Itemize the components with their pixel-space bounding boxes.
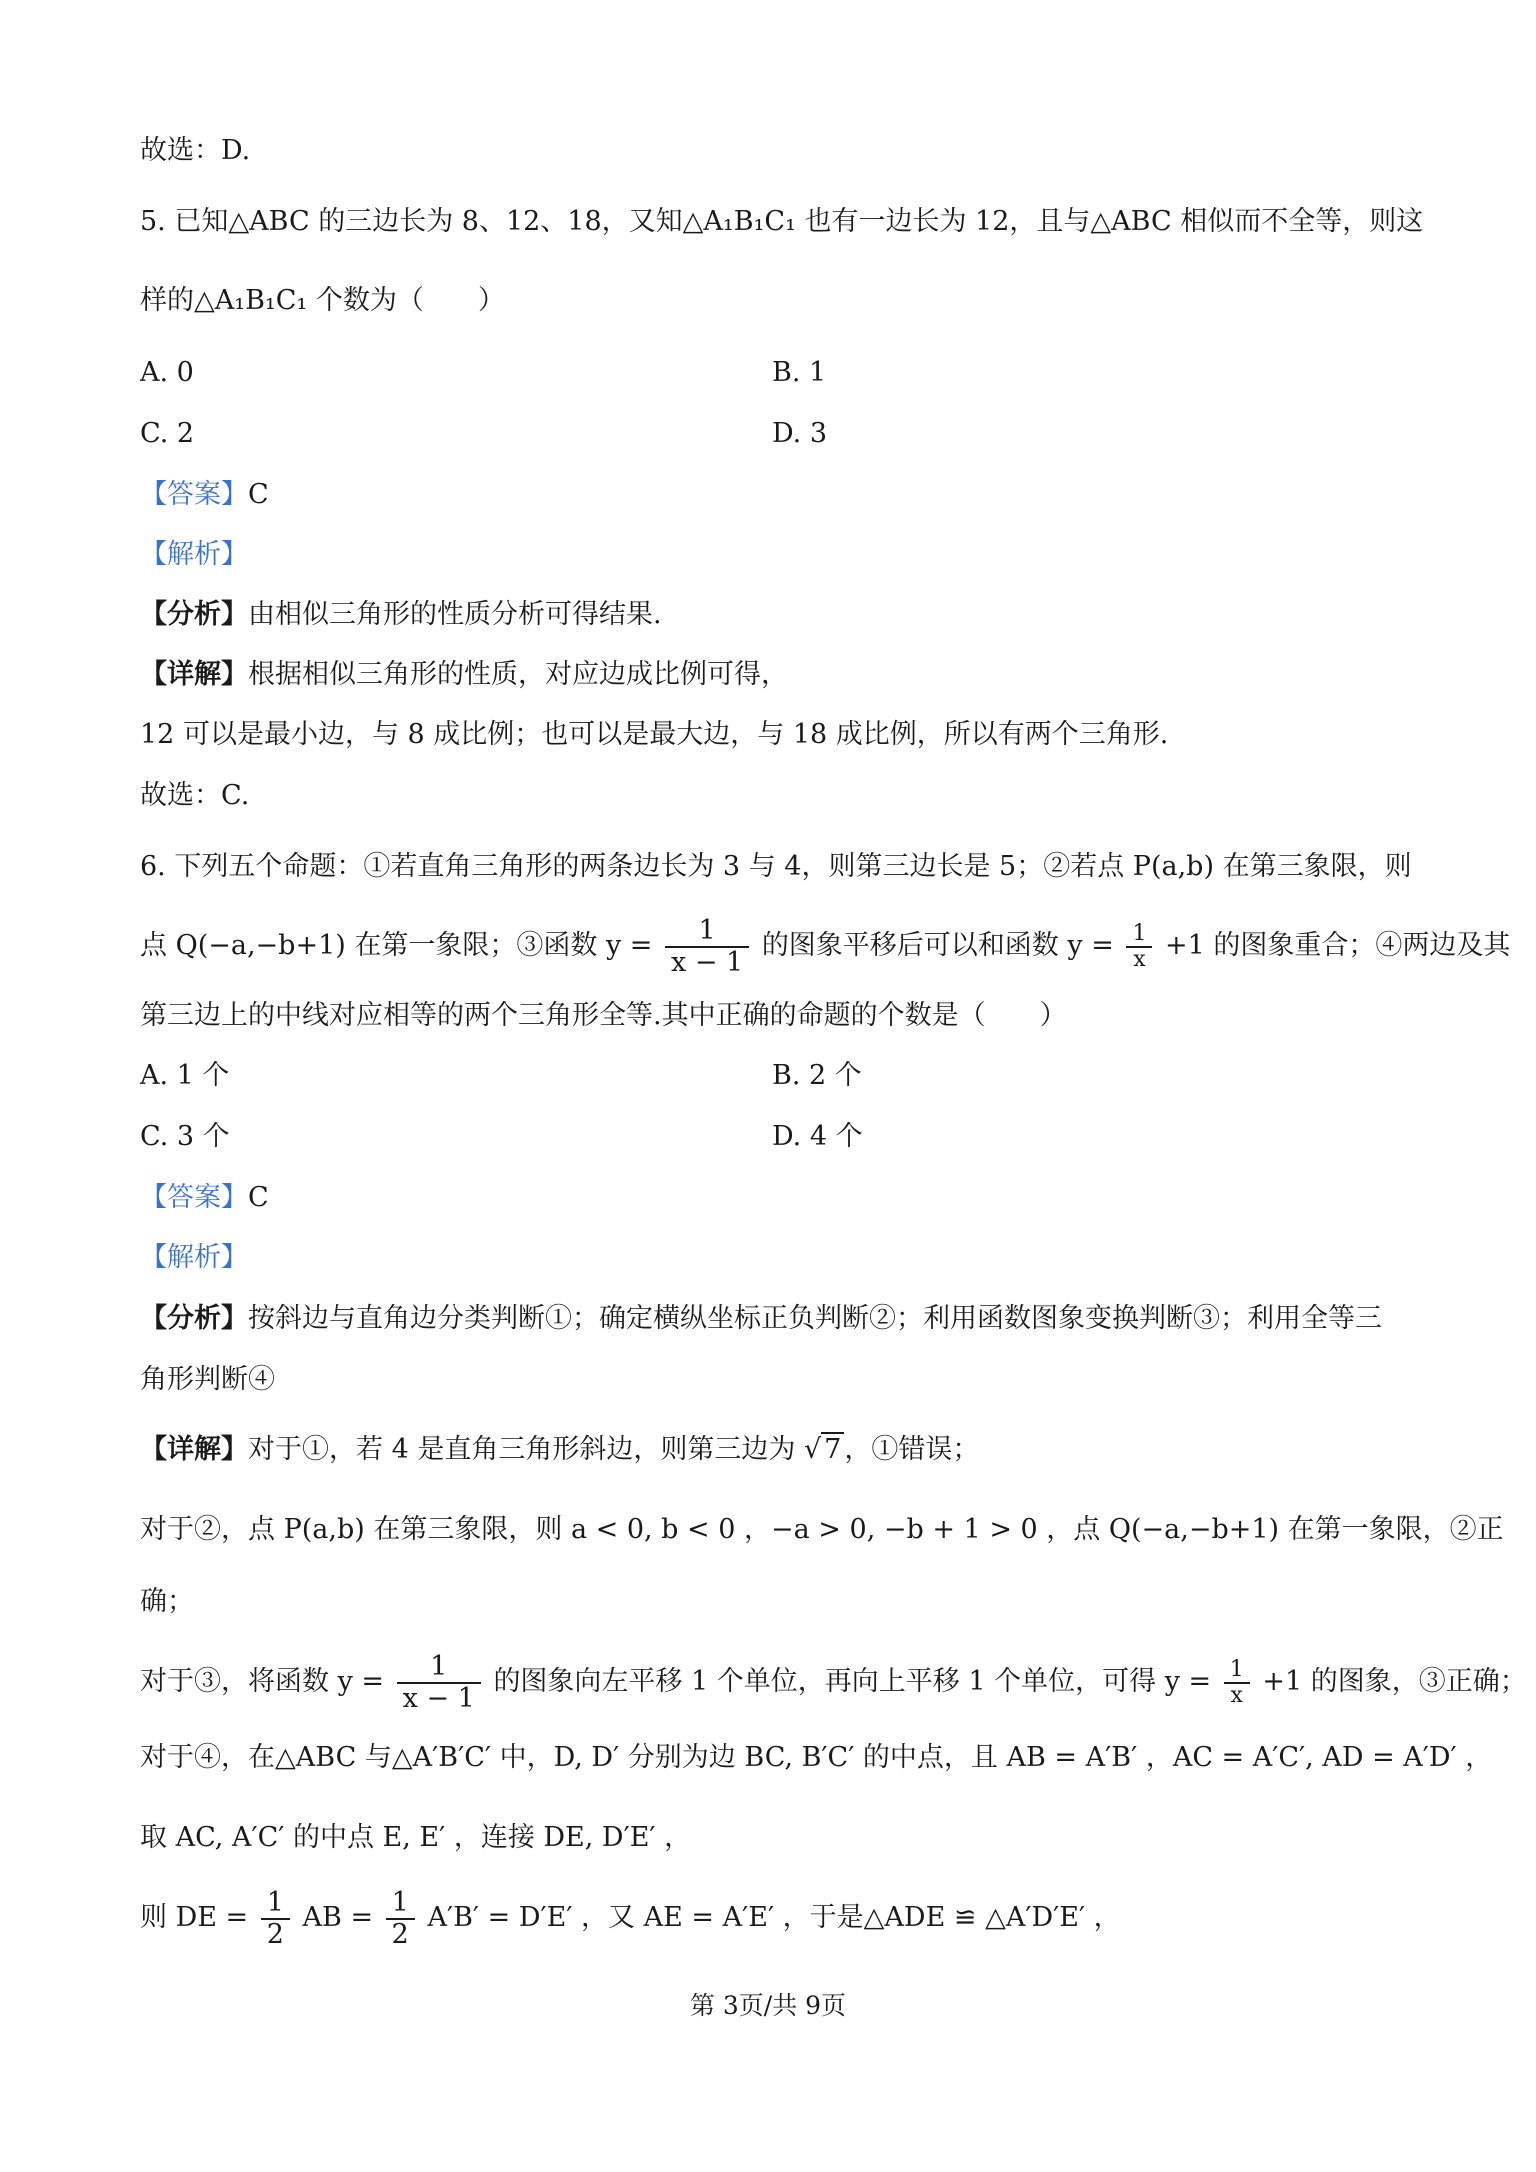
q5-options-row-1 [140,355,827,391]
q6-detail-2b: 确； [140,1586,194,1617]
q5-option-a: A. 0 [140,357,194,388]
q6-fenxi-2: 角形判断④ [140,1364,275,1395]
question-5-line-2: 样的△A₁B₁C₁ 个数为（ ） [140,285,505,316]
q5-answer: 【答案】C [140,479,269,510]
q6-detail-5: 取 AC, A′C′ 的中点 E, E′ ，连接 DE, D′E′ ， [140,1822,692,1853]
q6-detail-4: 对于④，在△ABC 与△A′B′C′ 中，D, D′ 分别为边 BC, B′C′ 的中点，且 AB = A′B′ ，AC = A′C′, AD = A′D′ ， [140,1742,1493,1773]
fraction: $\frac{1}{x - 1}$ [665,916,749,977]
q5-conclusion: 故选：C. [140,780,250,811]
sqrt: √ 7 [804,1432,844,1468]
q6-option-b: B. 2 个 [772,1060,862,1091]
q6-option-a: A. 1 个 [140,1060,230,1091]
q6-detail-1: 【详解】对于①，若 4 是直角三角形斜边，则第三边为 √ 7 ，①错误； [140,1432,979,1468]
q6-analysis-tag: 【解析】 [140,1242,248,1273]
answer-tag: 【答案】 [140,479,248,510]
q6-detail-3: 对于③，将函数 y = $\frac{1}{x - 1}$ 的图象向左平移 1 个单位，再向上平移 1 个单位，可得 y = $\frac{1}{x}$ +1 的图象，③正确； [140,1651,1527,1714]
q6-detail-6: 则 DE = $\frac{1}{2}$ AB = $\frac{1}{2}$ A′B′ = D′E′ ，又 AE = A′E′ ，于是△ADE ≌ △A′D′E′ ， [140,1887,1121,1950]
q6-answer: 【答案】C [140,1182,269,1213]
q5-analysis-tag: 【解析】 [140,539,248,570]
question-5-line-1: 5. 已知△ABC 的三边长为 8、12、18，又知△A₁B₁C₁ 也有一边长为 12，且与△ABC 相似而不全等，则这 [140,206,1424,237]
q5-option-d: D. 3 [772,418,828,449]
q6-option-c: C. 3 个 [140,1121,230,1152]
q5-options-row-2 [140,416,828,452]
page-footer: 第 3页/共 9页 [689,1991,847,2020]
q5-fenxi: 【分析】由相似三角形的性质分析可得结果. [140,599,662,630]
fraction: $\frac{1}{x}$ [1126,922,1152,972]
q6-detail-2: 对于②，点 P(a,b) 在第三象限，则 a < 0, b < 0 ，−a > 0, −b + 1 > 0 ，点 Q(−a,−b+1) 在第一象限，②正 [140,1514,1504,1545]
fraction: $\frac{1}{2}$ [386,1888,415,1949]
question-6-line-1: 6. 下列五个命题：①若直角三角形的两条边长为 3 与 4，则第三边长是 5；②若点 P(a,b) 在第三象限，则 [140,851,1412,882]
fraction: $\frac{1}{x}$ [1224,1658,1250,1708]
q6-option-d: D. 4 个 [772,1121,863,1152]
q5-option-c: C. 2 [140,418,195,449]
q5-xiangjie: 【详解】根据相似三角形的性质，对应边成比例可得， [140,659,788,690]
fraction: $\frac{1}{2}$ [261,1888,290,1949]
q6-options-row-2 [140,1119,863,1155]
q5-detail-2: 12 可以是最小边，与 8 成比例；也可以是最大边，与 18 成比例，所以有两个三角形. [140,719,1169,750]
fraction: $\frac{1}{x - 1}$ [397,1652,481,1713]
prev-answer-line: 故选：D. [140,135,251,166]
question-6-line-2: 点 Q(−a,−b+1) 在第一象限；③函数 y = $\frac{1}{x - 1}$ 的图象平移后可以和函数 y = $\frac{1}{x}$ +1 的图象重合；④两边及其 [140,915,1511,978]
q6-options-row-1 [140,1058,862,1094]
q6-fenxi-1: 【分析】按斜边与直角边分类判断①；确定横纵坐标正负判断②；利用函数图象变换判断③；利用全等三 [140,1303,1382,1334]
q5-option-b: B. 1 [772,357,827,388]
question-6-line-3: 第三边上的中线对应相等的两个三角形全等.其中正确的命题的个数是（ ） [140,1000,1067,1031]
